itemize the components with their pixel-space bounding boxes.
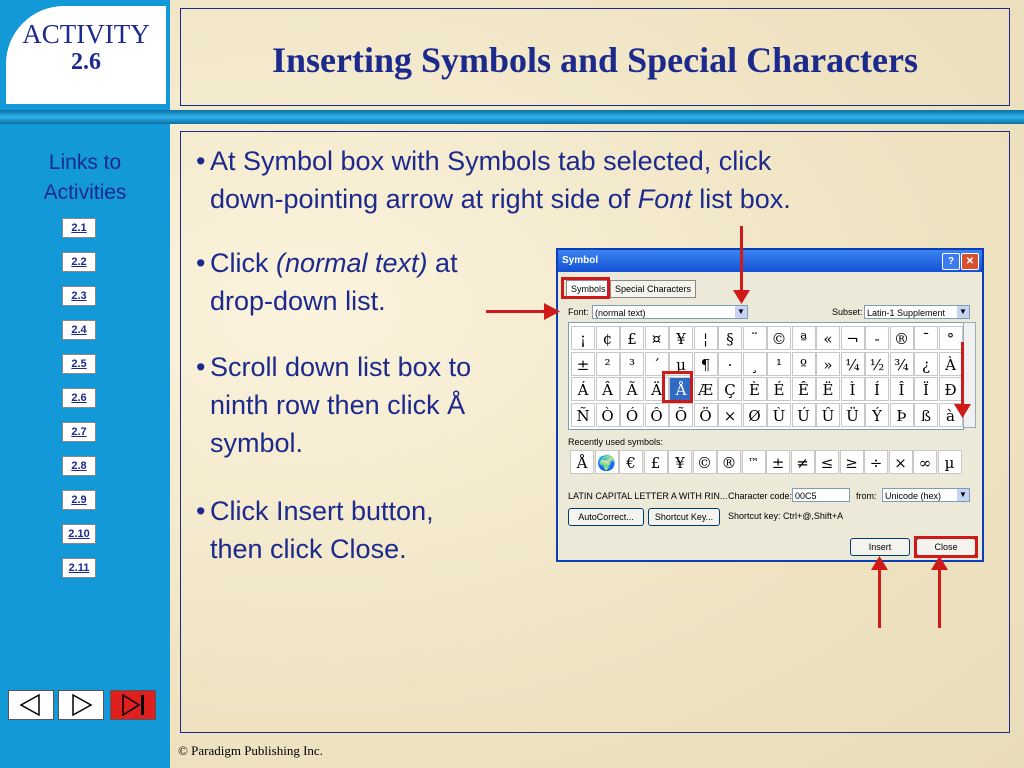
dialog-titlebar (558, 250, 982, 272)
close-icon[interactable]: ✕ (961, 253, 979, 270)
chevron-down-icon[interactable]: ▼ (957, 306, 969, 318)
symbol-cell[interactable]: à (939, 403, 963, 427)
symbol-grid (568, 322, 964, 430)
insert-button[interactable]: Insert (850, 538, 910, 556)
recent-symbol-cell[interactable]: € (619, 450, 643, 474)
symbol-cell[interactable]: µ (669, 352, 693, 376)
bullet-1-font-emphasis: Font (637, 184, 692, 214)
bullet-1: • At Symbol box with Symbols tab selected, click down-pointing arrow at right side of Font list box. (196, 146, 791, 214)
tab-special-characters[interactable]: Special Characters (610, 280, 696, 298)
recent-symbol-cell[interactable]: ≤ (815, 450, 839, 474)
bullet-2: • Click (normal text) at drop-down list. (196, 248, 458, 316)
recent-symbol-cell[interactable]: © (693, 450, 717, 474)
bullet-4: • Click Insert button, then click Close. (196, 496, 434, 564)
symbol-cell[interactable]: Ï (914, 377, 938, 401)
symbol-cell[interactable]: £ (620, 326, 644, 350)
character-code-value: 00C5 (795, 491, 817, 501)
recent-symbol-cell[interactable]: ® (717, 450, 741, 474)
recent-symbol-cell[interactable]: × (889, 450, 913, 474)
symbol-cell[interactable]: Ò (596, 403, 620, 427)
arrow-right-head-icon (544, 303, 560, 320)
symbol-cell[interactable]: Å (669, 377, 693, 401)
triangle-right-icon (59, 691, 103, 719)
activity-link[interactable]: 2.9 (62, 490, 96, 510)
tab-symbols[interactable]: Symbols (566, 280, 611, 298)
from-value: Unicode (hex) (885, 491, 942, 501)
bullet-1-line2a: down-pointing arrow at right side of (210, 184, 638, 214)
activity-link[interactable]: 2.3 (62, 286, 96, 306)
symbol-cell[interactable]: ± (571, 352, 595, 376)
symbol-cell[interactable]: Ý (865, 403, 889, 427)
chevron-down-icon[interactable]: ▼ (735, 306, 747, 318)
from-label: from: (856, 491, 877, 501)
activity-link[interactable]: 2.7 (62, 422, 96, 442)
activity-link[interactable]: 2.5 (62, 354, 96, 374)
symbol-cell[interactable]: ¨ (743, 326, 767, 350)
recent-symbol-cell[interactable]: ≠ (791, 450, 815, 474)
symbol-cell[interactable]: ¬ (841, 326, 865, 350)
symbol-cell[interactable]: Ö (694, 403, 718, 427)
recent-label: Recently used symbols: (568, 437, 664, 447)
bullet-2-emphasis: (normal text) (276, 248, 428, 278)
symbol-cell[interactable]: Ó (620, 403, 644, 427)
activity-link[interactable]: 2.8 (62, 456, 96, 476)
highlight-symbols-tab (561, 277, 610, 299)
title-box (180, 8, 1010, 106)
links-heading-line1: Links to (48, 151, 122, 174)
symbol-cell[interactable]: Ø (743, 403, 767, 427)
end-button[interactable] (110, 690, 156, 720)
symbol-cell[interactable]: » (816, 352, 840, 376)
symbol-cell[interactable]: Ü (841, 403, 865, 427)
next-button[interactable] (58, 690, 104, 720)
symbol-cell[interactable]: ¡ (571, 326, 595, 350)
arrow-insert (878, 568, 881, 628)
bullet-1-line2b: list box. (691, 184, 791, 214)
help-icon[interactable]: ? (942, 253, 960, 270)
symbol-cell[interactable]: Ð (939, 377, 963, 401)
symbol-cell[interactable]: Ô (645, 403, 669, 427)
symbol-cell[interactable]: º (792, 352, 816, 376)
recent-symbol-cell[interactable]: Å (570, 450, 594, 474)
bullet-3-line2: ninth row then click Å (210, 390, 466, 420)
bullet-2-line1b: at (427, 248, 458, 278)
activity-badge (6, 6, 166, 104)
activity-link[interactable]: 2.6 (62, 388, 96, 408)
subset-label: Subset: (832, 307, 863, 317)
activity-label: ACTIVITY (22, 19, 150, 49)
links-heading (10, 148, 160, 208)
symbol-cell[interactable]: ® (890, 326, 914, 350)
symbol-cell[interactable]: Ñ (571, 403, 595, 427)
symbol-cell[interactable]: Î (890, 377, 914, 401)
symbol-cell[interactable]: ¿ (914, 352, 938, 376)
bullet-4-line1: Click Insert button, (210, 496, 434, 526)
arrow-down-head-icon (733, 290, 750, 304)
symbol-cell[interactable]: ½ (865, 352, 889, 376)
symbol-cell[interactable]: À (939, 352, 963, 376)
footer-copyright: © Paradigm Publishing Inc. (178, 743, 323, 758)
symbol-cell[interactable]: ¥ (669, 326, 693, 350)
character-code-label: Character code: (728, 491, 793, 501)
symbol-cell[interactable]: ¸ (743, 352, 767, 376)
symbol-cell[interactable]: ² (596, 352, 620, 376)
symbol-cell[interactable]: Æ (694, 377, 718, 401)
recent-symbol-cell[interactable]: ™ (742, 450, 766, 474)
close-button[interactable]: Close (916, 538, 976, 556)
shortcut-text: Shortcut key: Ctrl+@,Shift+A (728, 511, 844, 521)
arrow-scroll-down (961, 342, 964, 408)
symbol-cell[interactable]: ¯ (914, 326, 938, 350)
activity-link[interactable]: 2.10 (62, 524, 96, 544)
activity-link[interactable]: 2.1 (62, 218, 96, 238)
symbol-cell[interactable]: ª (792, 326, 816, 350)
font-label: Font: (568, 307, 589, 317)
activity-number: 2.6 (71, 49, 101, 75)
bullet-1-line1: At Symbol box with Symbols tab selected, click (210, 146, 772, 176)
arrow-font-value (486, 310, 546, 313)
symbol-cell[interactable]: Ù (767, 403, 791, 427)
arrow-close (938, 568, 941, 628)
recent-symbol-cell[interactable]: £ (644, 450, 668, 474)
symbol-cell[interactable]: Õ (669, 403, 693, 427)
recent-symbol-cell[interactable]: ÷ (864, 450, 888, 474)
symbol-cell[interactable]: Ä (645, 377, 669, 401)
character-code-input[interactable] (792, 488, 850, 502)
symbol-cell[interactable]: · (718, 352, 742, 376)
symbol-dialog (556, 248, 984, 562)
bullet-3: • Scroll down list box to ninth row then click Å symbol. (196, 352, 472, 458)
symbol-cell[interactable]: Ë (816, 377, 840, 401)
symbol-cell[interactable]: È (743, 377, 767, 401)
links-heading-line2: Activities (43, 181, 127, 204)
symbol-cell[interactable]: ¶ (694, 352, 718, 376)
symbol-cell[interactable]: ¤ (645, 326, 669, 350)
bullet-3-line3: symbol. (210, 428, 304, 458)
character-name: LATIN CAPITAL LETTER A WITH RIN... (568, 491, 728, 501)
dialog-title: Symbol (562, 255, 599, 266)
symbol-cell[interactable]: É (767, 377, 791, 401)
symbol-cell[interactable]: ¢ (596, 326, 620, 350)
recent-symbol-cell[interactable]: ∞ (913, 450, 937, 474)
symbol-cell[interactable]: § (718, 326, 742, 350)
symbol-cell[interactable]: ¾ (890, 352, 914, 376)
recent-symbol-cell[interactable]: µ (938, 450, 962, 474)
symbol-cell[interactable]: Þ (890, 403, 914, 427)
symbol-cell[interactable]: - (865, 326, 889, 350)
shortcut-key-button[interactable]: Shortcut Key... (648, 508, 720, 526)
activity-link[interactable]: 2.11 (62, 558, 96, 578)
bullet-4-line2: then click Close. (210, 534, 407, 564)
symbol-cell[interactable]: Â (596, 377, 620, 401)
highlight-selected-symbol (662, 371, 693, 403)
symbol-cell[interactable]: © (767, 326, 791, 350)
previous-button[interactable] (8, 690, 54, 720)
font-value: (normal text) (595, 308, 646, 318)
bullet-3-line1: Scroll down list box to (210, 352, 472, 382)
symbol-cell[interactable]: Ú (792, 403, 816, 427)
recent-symbol-cell[interactable]: ≥ (840, 450, 864, 474)
symbol-cell[interactable]: Á (571, 377, 595, 401)
bullet-2-line2: drop-down list. (210, 286, 386, 316)
symbol-cell[interactable]: ¦ (694, 326, 718, 350)
symbol-cell[interactable]: ¹ (767, 352, 791, 376)
recent-symbol-cell[interactable]: ¥ (668, 450, 692, 474)
symbol-cell[interactable]: ¼ (841, 352, 865, 376)
font-dropdown[interactable] (592, 305, 748, 319)
symbol-cell[interactable]: × (718, 403, 742, 427)
symbol-cell[interactable]: Ê (792, 377, 816, 401)
symbol-cell[interactable]: ³ (620, 352, 644, 376)
symbol-cell[interactable]: ´ (645, 352, 669, 376)
recent-symbol-cell[interactable]: 🌍 (595, 450, 619, 474)
triangle-left-icon (9, 691, 53, 719)
symbol-cell[interactable]: Ì (841, 377, 865, 401)
symbol-cell[interactable]: Û (816, 403, 840, 427)
symbol-cell[interactable]: ° (939, 326, 963, 350)
subset-value: Latin-1 Supplement (867, 308, 946, 318)
arrow-up-head-icon (871, 556, 888, 570)
symbol-cell[interactable]: Ã (620, 377, 644, 401)
skip-end-icon (111, 691, 155, 719)
bullet-2-line1a: Click (210, 248, 276, 278)
highlight-close-button (914, 536, 978, 558)
activity-link[interactable]: 2.4 (62, 320, 96, 340)
autocorrect-button[interactable]: AutoCorrect... (568, 508, 644, 526)
symbol-cell[interactable]: « (816, 326, 840, 350)
subset-dropdown[interactable] (864, 305, 970, 319)
symbol-cell[interactable]: Ç (718, 377, 742, 401)
page-title: Inserting Symbols and Special Characters (271, 40, 919, 80)
symbol-cell[interactable]: Í (865, 377, 889, 401)
chevron-down-icon[interactable]: ▼ (957, 489, 969, 501)
recent-symbol-cell[interactable]: ± (766, 450, 790, 474)
arrow-up-head-icon (931, 556, 948, 570)
arrow-font-dropdown (740, 226, 743, 294)
from-dropdown[interactable] (882, 488, 970, 502)
activity-link[interactable]: 2.2 (62, 252, 96, 272)
arrow-down-head-icon (954, 404, 971, 418)
header-divider (0, 110, 1024, 124)
symbol-cell[interactable]: ß (914, 403, 938, 427)
